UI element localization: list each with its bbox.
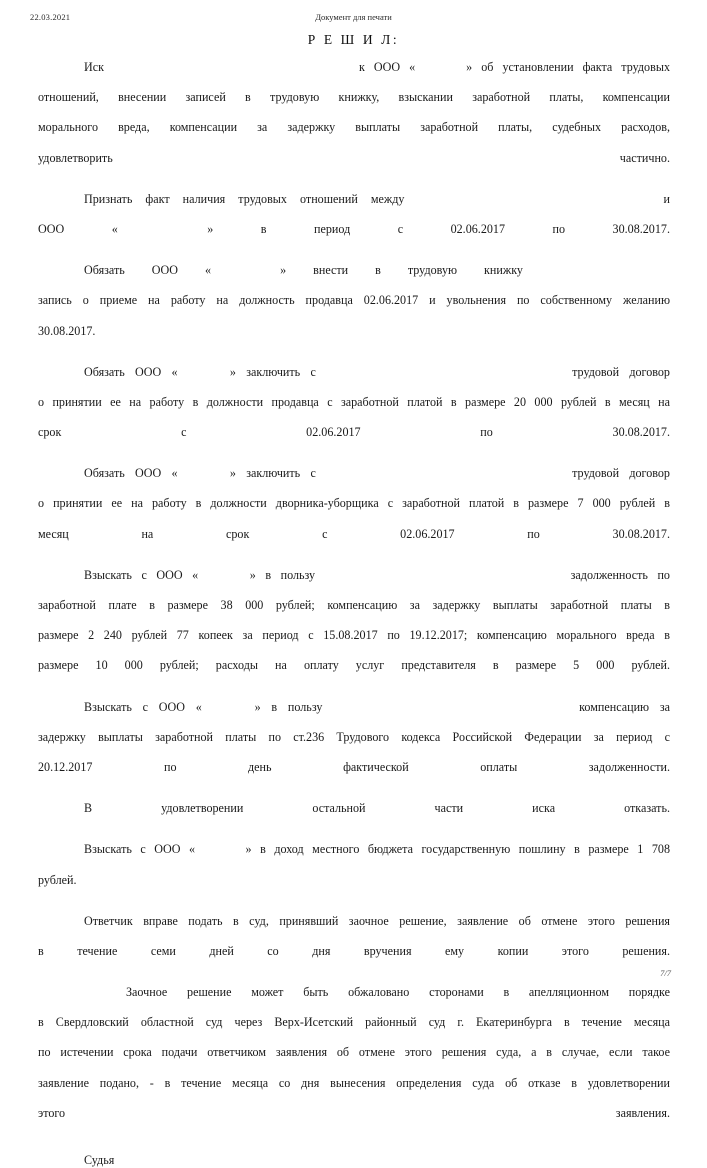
text-line [38, 151, 670, 181]
document-body [38, 60, 670, 1168]
text-run: Ответчик вправе подать в суд, принявший заочное решение, заявление об отмене этого решения [84, 913, 670, 928]
text-line [38, 801, 670, 831]
text-run: Обязать ООО « [84, 364, 178, 379]
footer-page-number: 7/7 [660, 968, 671, 978]
redacted-field [204, 842, 246, 857]
redacted-field [325, 568, 571, 583]
paragraph-recognize-employment-fact [38, 192, 670, 252]
text-line [38, 842, 670, 872]
text-run: компенсацию за [579, 699, 670, 714]
text-line [38, 1045, 670, 1075]
paragraph-oblige-workbook-entry [38, 263, 670, 354]
text-line [38, 1076, 670, 1106]
paragraph-oblige-contract-janitor [38, 466, 670, 557]
text-run: заявление подано, - в течение месяца со дня вынесения определения суда об отказе в удовлетворении [38, 1075, 670, 1090]
text-run: в течение семи дней со дня вручения ему копии этого решения. [38, 943, 670, 958]
text-run: » заключить с [229, 364, 316, 379]
resolution-heading: Р Е Ш И Л: [307, 32, 400, 47]
text-run: Взыскать с ООО « [84, 567, 199, 582]
text-line [38, 944, 670, 974]
text-run: в Свердловский областной суд через Верх-Исетский районный суд г. Екатеринбурга в течение месяца [38, 1015, 670, 1030]
text-run: » в период с 02.06.2017 по 30.08.2017. [207, 221, 670, 236]
text-run: трудовой договор [572, 364, 670, 379]
text-run: о принятии ее на работу в должности продавца с заработной платой в размере 20 000 рублей в месяц на [38, 394, 670, 409]
redacted-field [165, 222, 207, 237]
text-run: рублей. [38, 872, 77, 887]
paragraph-oblige-contract-seller [38, 365, 670, 456]
text-line [38, 730, 670, 760]
text-run: Заочное решение может быть обжаловано сторонами в апелляционном порядке [126, 985, 670, 1000]
text-line [38, 760, 670, 790]
text-run: » в пользу [249, 567, 316, 582]
paragraph-appeal-procedure [38, 985, 670, 1136]
paragraph-recover-state-duty [38, 842, 670, 902]
text-line [38, 90, 670, 120]
text-line [38, 1015, 670, 1045]
text-line [38, 658, 670, 688]
redacted-field [418, 192, 664, 207]
text-line [38, 192, 670, 222]
redacted-field [188, 466, 230, 481]
text-line [38, 598, 670, 628]
text-line [38, 60, 670, 90]
paragraph-claim-partially-satisfied [38, 60, 670, 181]
text-line [38, 1106, 670, 1136]
text-line [38, 120, 670, 150]
header-date: 22.03.2021 [30, 12, 71, 22]
text-line [38, 628, 670, 658]
redacted-field [326, 365, 572, 380]
paragraph-defendant-appeal-right [38, 914, 670, 974]
redacted-field [188, 365, 230, 380]
text-run: морального вреда, компенсации за задержку выплаты заработной платы, судебных расходов, [38, 120, 670, 135]
text-run: задержку выплаты заработной платы по ст.236 Трудового кодекса Российской Федерации за период с [38, 729, 670, 744]
text-run: » в пользу [254, 699, 323, 714]
redacted-field [238, 263, 280, 278]
paragraph-recover-compensation-art236 [38, 700, 670, 791]
text-run: о принятии ее на работу в должности дворника-уборщика с заработной платой в размере 7 000 рублей в [38, 496, 670, 511]
text-run: » внести в трудовую книжку [280, 263, 523, 278]
text-run: Взыскать с ООО « [84, 699, 202, 714]
text-run: заработной плате в размере 38 000 рублей; компенсацию за задержку выплаты заработной платы в [38, 598, 670, 612]
text-line [38, 496, 670, 526]
redacted-field [333, 700, 579, 715]
paragraph-deny-remainder [38, 801, 670, 831]
text-line [38, 365, 670, 395]
text-run: Взыскать с ООО « [84, 842, 196, 857]
text-line [38, 293, 670, 323]
paragraph-recover-wage-debt [38, 568, 670, 689]
page-header [0, 12, 707, 34]
text-run: В удовлетворении остальной части иска отказать. [84, 801, 670, 816]
text-run: 20.12.2017 по день фактической оплаты задолженности. [38, 759, 670, 774]
text-run: и [663, 191, 670, 206]
text-run: трудовой договор [572, 466, 670, 481]
text-run: этого заявления. [38, 1105, 670, 1120]
text-run: Признать факт наличия трудовых отношений между [84, 191, 405, 206]
text-line [38, 425, 670, 455]
text-line [38, 873, 670, 903]
text-run: » об установлении факта трудовых [466, 60, 670, 74]
redacted-field [550, 263, 670, 278]
redacted-field [326, 466, 572, 481]
text-run: к ООО « [359, 60, 416, 74]
text-run: Обязать ООО « [84, 466, 178, 481]
text-run: задолженность по [570, 567, 670, 582]
text-run: запись о приеме на работу на должность продавца 02.06.2017 и увольнения по собственному желанию [38, 293, 670, 308]
text-line [38, 527, 670, 557]
text-run: 30.08.2017. [38, 323, 96, 338]
redacted-field [424, 60, 466, 75]
text-line [38, 985, 670, 1015]
text-line [38, 395, 670, 425]
text-run: Иск [84, 60, 104, 74]
text-run: по истечении срока подачи ответчиком заявления об отмене этого решения суда, а в случае, если такое [38, 1045, 670, 1060]
text-run: » в доход местного бюджета государственную пошлину в размере 1 708 [245, 842, 670, 857]
text-run: срок с 02.06.2017 по 30.08.2017. [38, 425, 670, 440]
text-line [38, 568, 670, 598]
redacted-field [208, 568, 250, 583]
text-line [38, 914, 670, 944]
redacted-field [213, 700, 255, 715]
text-run: месяц на срок с 02.06.2017 по 30.08.2017. [38, 526, 670, 541]
text-line [38, 263, 670, 293]
text-line [38, 222, 670, 252]
text-run: Обязать ООО « [84, 263, 212, 278]
judge-signature-label: Судья [84, 1153, 115, 1167]
text-line [38, 700, 670, 730]
header-print-label: Документ для печати [315, 12, 392, 22]
text-run: размере 2 240 рублей 77 копеек за период с 15.08.2017 по 19.12.2017; компенсацию морального вреда в [38, 628, 670, 643]
text-line [38, 466, 670, 496]
text-run: ООО « [38, 221, 118, 236]
text-run: размере 10 000 рублей; расходы на оплату услуг представителя в размере 5 000 рублей. [38, 658, 670, 673]
text-run: удовлетворить частично. [38, 150, 670, 165]
text-run: отношений, внесении записей в трудовую книжку, взыскании заработной платы, компенсации [38, 90, 670, 105]
redacted-field [113, 60, 359, 75]
text-line [38, 324, 670, 354]
text-run: » заключить с [229, 466, 316, 481]
